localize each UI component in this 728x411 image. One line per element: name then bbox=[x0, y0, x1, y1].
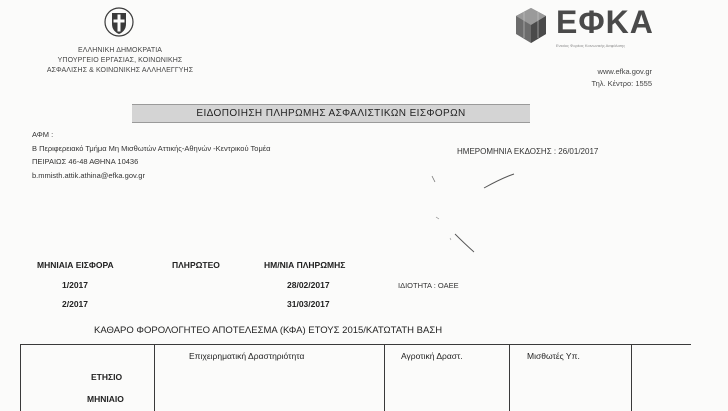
header-payable: ΠΛΗΡΩΤΕΟ bbox=[172, 260, 220, 270]
efka-cube-logo-icon bbox=[512, 6, 550, 46]
column-business-activity: Επιχειρηματική Δραστηριότητα bbox=[189, 351, 305, 361]
income-section-title: ΚΑΘΑΡΟ ΦΟΡΟΛΟΓΗΤΕΟ ΑΠΟΤΕΛΕΣΜΑ (ΚΦΑ) ΕΤΟΥΣ 2015/ΚΑΤΩΤΑΤΗ ΒΑΣΗ bbox=[94, 325, 443, 336]
pen-mark-scribbles bbox=[410, 160, 550, 260]
afm-label: ΑΦΜ : bbox=[32, 130, 54, 139]
address-line: ΠΕΙΡΑΙΩΣ 46-48 ΑΘΗΝΑ 10436 bbox=[32, 157, 139, 166]
column-agricultural-activity: Αγροτική Δραστ. bbox=[401, 351, 463, 361]
phone-number: Τηλ. Κέντρο: 1555 bbox=[591, 79, 652, 88]
header-monthly-contribution: ΜΗΝΙΑΙΑ ΕΙΣΦΟΡΑ bbox=[37, 260, 114, 270]
row-1-date: 28/02/2017 bbox=[287, 280, 330, 290]
header-payment-date: ΗΜ/ΝΙΑ ΠΛΗΡΩΜΗΣ bbox=[264, 260, 346, 270]
department-line: Β Περιφερειακό Τμήμα Μη Μισθωτών Αττικής-Αθηνών -Κεντρικού Τομέα bbox=[32, 143, 271, 153]
row-annual: ΕΤΗΣΙΟ bbox=[91, 372, 123, 382]
row-2-month: 2/2017 bbox=[62, 299, 88, 309]
greek-coat-of-arms-icon bbox=[104, 6, 134, 38]
gov-line-1: ΕΛΛΗΝΙΚΗ ΔΗΜΟΚΡΑΤΙΑ bbox=[77, 47, 163, 54]
website-link[interactable]: www.efka.gov.gr bbox=[597, 67, 652, 76]
row-1-month: 1/2017 bbox=[62, 280, 88, 290]
document-title-banner: ΕΙΔΟΠΟΙΗΣΗ ΠΛΗΡΩΜΗΣ ΑΣΦΑΛΙΣΤΙΚΩΝ ΕΙΣΦΟΡΩΝ bbox=[132, 104, 530, 123]
contact-info bbox=[560, 66, 652, 90]
issue-date: ΗΜΕΡΟΜΗΝΙΑ ΕΚΔΟΣΗΣ : 26/01/2017 bbox=[457, 147, 599, 156]
row-2-date: 31/03/2017 bbox=[287, 299, 330, 309]
gov-line-3: ΑΣΦΑΛΙΣΗΣ & ΚΟΙΝΩΝΙΚΗΣ ΑΛΛΗΛΕΓΓΥΗΣ bbox=[46, 67, 194, 74]
efka-logo-tagline: Ενιαίος Φορέας Κοινωνικής Ασφάλισης bbox=[556, 43, 626, 48]
row-monthly: ΜΗΝΙΑΙΟ bbox=[87, 394, 124, 404]
sender-block bbox=[32, 128, 270, 182]
email-address[interactable]: b.mmisth.attik.athina@efka.gov.gr bbox=[32, 170, 145, 180]
insurance-status: ΙΔΙΟΤΗΤΑ : ΟΑΕΕ bbox=[398, 281, 459, 290]
income-table bbox=[20, 344, 691, 411]
government-header bbox=[20, 46, 220, 76]
column-salaried-services: Μισθωτές Υπ. bbox=[527, 351, 580, 361]
efka-logo-text: ΕΦΚΑ bbox=[556, 4, 654, 40]
gov-line-2: ΥΠΟΥΡΓΕΙΟ ΕΡΓΑΣΙΑΣ, ΚΟΙΝΩΝΙΚΗΣ bbox=[57, 57, 183, 64]
